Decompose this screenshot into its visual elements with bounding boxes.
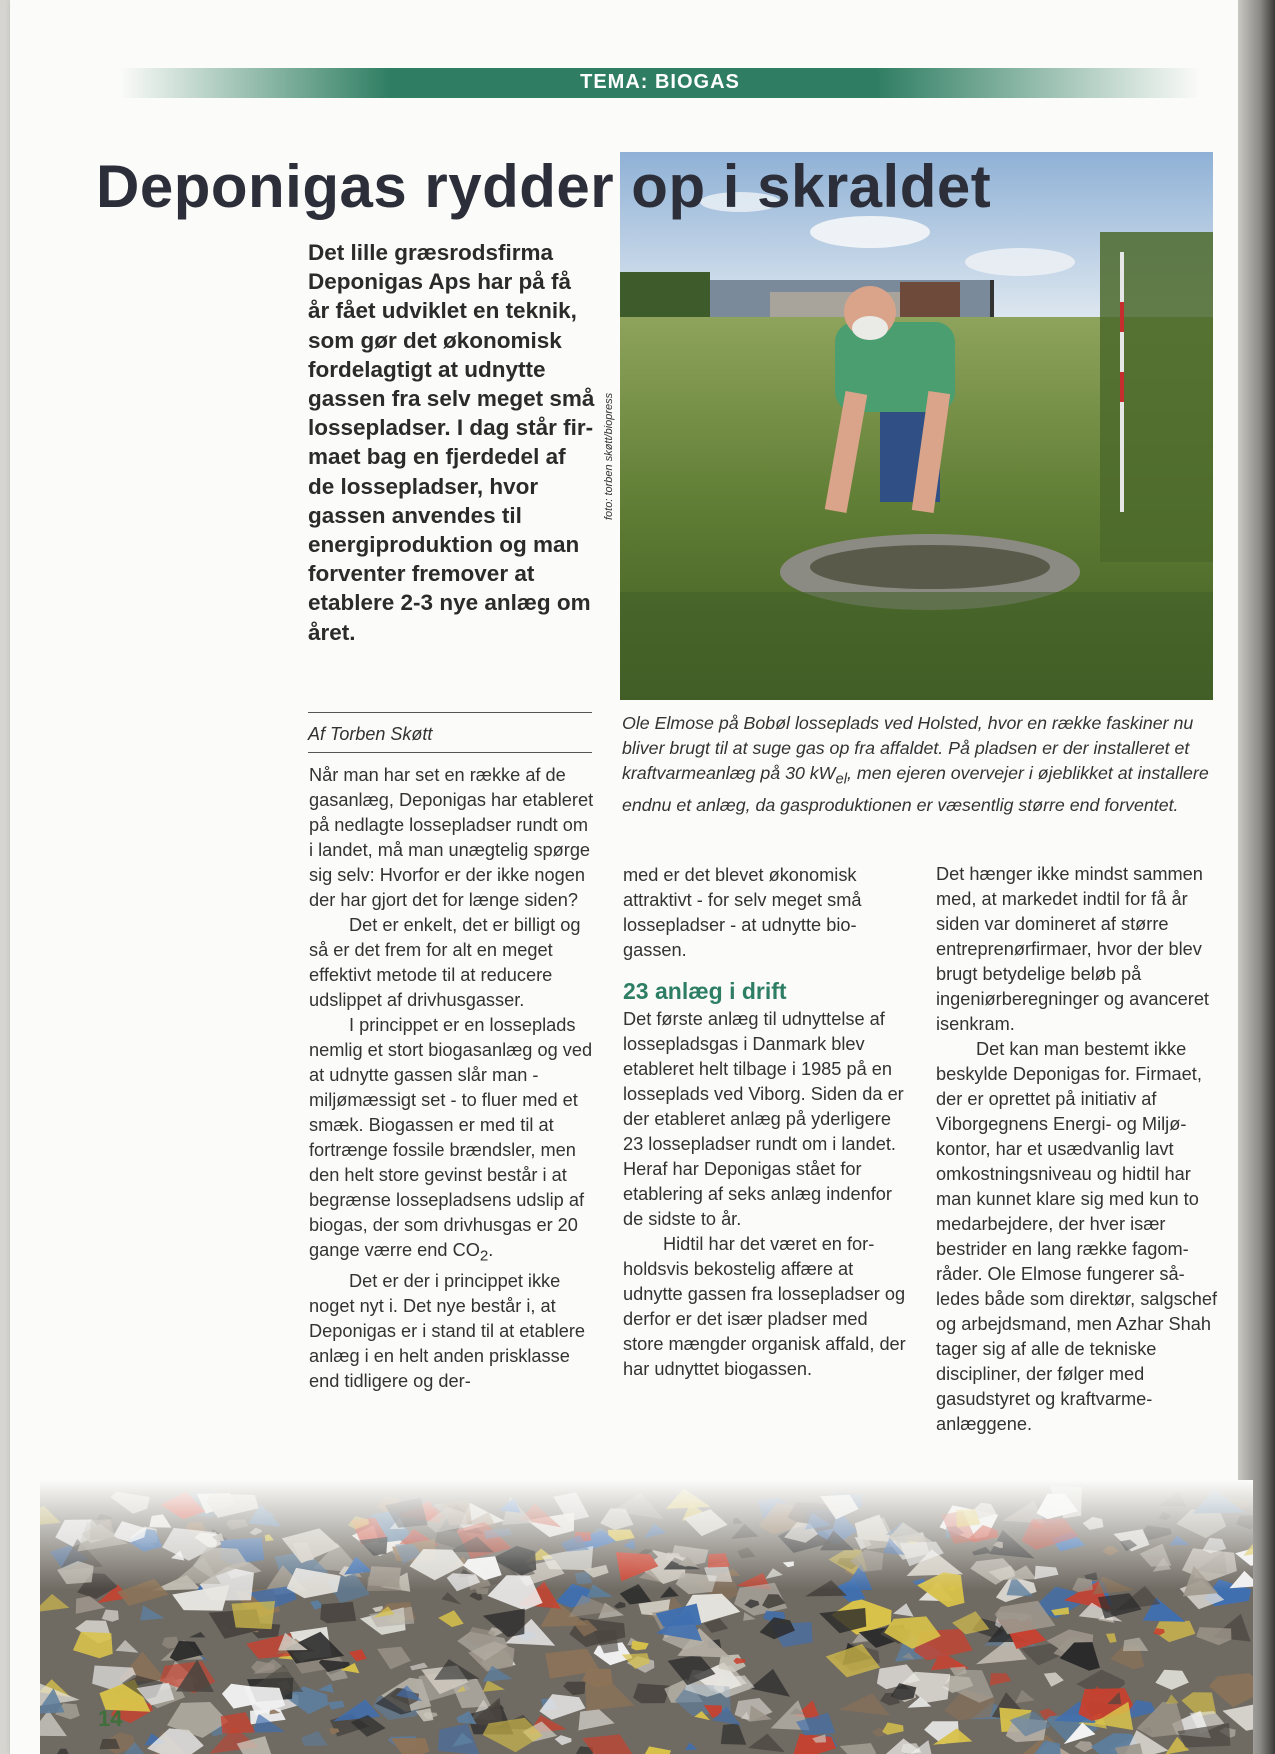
waste-fragment <box>633 1684 670 1704</box>
paragraph: Det hænger ikke mindst sammen med, at markedet indtil for få år siden var domineret af større entreprenørfirmaer, hvor der blev brugt betydelige beløb på ingeniørberegninger og avanceret isenkram. <box>936 864 1209 1034</box>
body-column-2 <box>623 863 909 1382</box>
paragraph: Det er enkelt, det er billigt og så er det frem for alt en meget effektivt metode til at reducere udslippet af drivhusgasser. <box>309 915 581 1010</box>
section-label: TEMA: BIOGAS <box>580 71 740 93</box>
section-subheading: 23 anlæg i drift <box>623 978 787 1004</box>
byline-rule-top <box>308 712 592 713</box>
landfill-waste-photo <box>40 1480 1253 1754</box>
page-left-edge <box>0 0 10 1754</box>
paragraph: Når man har set en række af de gasanlæg, Deponigas har etableret på nedlagte lossepladser rundt om i landet, må man unægtelig spørge sig selv: Hvorfor er der ikke nogen der har gjort det for længe siden? <box>309 765 594 910</box>
photo-caption <box>622 711 1212 818</box>
co2-subscript: 2 <box>479 1247 489 1265</box>
paragraph-text: I princippet er en losseplads nemlig et stort biogasanlæg og ved at udnytte gassen slår man - miljømæssigt set - to fluer med et smæk. Biogassen er med til at fortrænge fossile brændsler, men den helt store gevinst består i at begrænse lossepladsens udslip af biogas, der som drivhusgas er 20 gange værre end CO <box>309 1015 593 1260</box>
article-lead: Det lille græsrodsfirma Deponigas Aps har på få år fået udviklet en teknik, som gør det økonomisk fordelagtigt at udnytte gassen fra selv meget små lossepladser. I dag står firmaet bag en fjerdedel af de lossepladser, hvor gassen anvendes til energiproduktion og man forventer fremover at etablere 2-3 nye anlæg om året. <box>308 240 595 645</box>
caption-text-2: , men ejeren overvejer i øjeblikket at installere endnu et anlæg, da gasproduktionen er væsentlig større end forventet. <box>622 763 1209 815</box>
photo-fade <box>40 1480 1253 1590</box>
body-column-1 <box>309 763 595 1394</box>
body-column-3 <box>936 862 1218 1437</box>
caption-subscript: el <box>835 771 848 788</box>
waste-fragment <box>320 1602 356 1624</box>
landfill-photo-illustration <box>620 152 1213 700</box>
paragraph: Det første anlæg til udnyttelse af lossepladsgas i Danmark blev etableret helt tilbage i 1985 på en losseplads ved Viborg. Siden da er der etableret anlæg på yderligere 23 lossepladser rundt om i landet. Heraf har Deponigas stået for etablering af seks anlæg indenfor de sidste to år. <box>623 1009 904 1229</box>
paragraph: Det er der i princippet ikke noget nyt i. Det nye består i, at Deponigas er i stand til at etablere anlæg i en helt anden prisklasse end tidligere og der- <box>309 1270 586 1391</box>
page-number: 14 <box>98 1706 123 1731</box>
caption-text-1: Ole Elmose på Bobøl losseplads ved Holsted, hvor en række faskiner nu bliver brugt til at suge gas op fra affaldet. På pladsen er der installeret et kraftvarmeanlæg på 30 kW <box>622 713 1194 783</box>
article-headline: Deponigas rydder op i skraldet <box>96 153 992 220</box>
paragraph-text-end: . <box>488 1240 494 1260</box>
section-banner <box>120 68 1200 98</box>
waste-fragment <box>232 1601 276 1629</box>
byline-rule-bottom <box>308 752 592 753</box>
photo-credit: foto: torben skøtt/biopress <box>603 392 615 520</box>
paragraph: Hidtil har det været en forholdsvis bekostelig affære at udnytte gassen fra lossepladser og derfor er det især pladser med store mængder organisk affald, der har udnyttet biogassen. <box>623 1234 906 1379</box>
paragraph: Det kan man bestemt ikke beskylde Deponigas for. Firmaet, der er oprettet på initiativ af Viborgegnens Energi- og Miljøkontor, har et usædvanlig lavt omkostningsniveau og hidtil har man kunnet klare sig med kun to medarbejdere, der hver især bestrider en lang række fagområder. Ole Elmose fungerer således både som direktør, salgschef og arbejdsmand, men Azhar Shah tager sig af alle de tekniske discipliner, der følger med gasudstyret og kraftvarmeanlæggene. <box>936 1039 1218 1434</box>
paragraph <box>309 1013 595 1269</box>
article-photo <box>620 152 1213 700</box>
paragraph: med er det blevet økonomisk attraktivt - for selv meget små lossepladser - at udnytte biogassen. <box>623 865 862 960</box>
article-byline: Af Torben Skøtt <box>308 724 433 744</box>
